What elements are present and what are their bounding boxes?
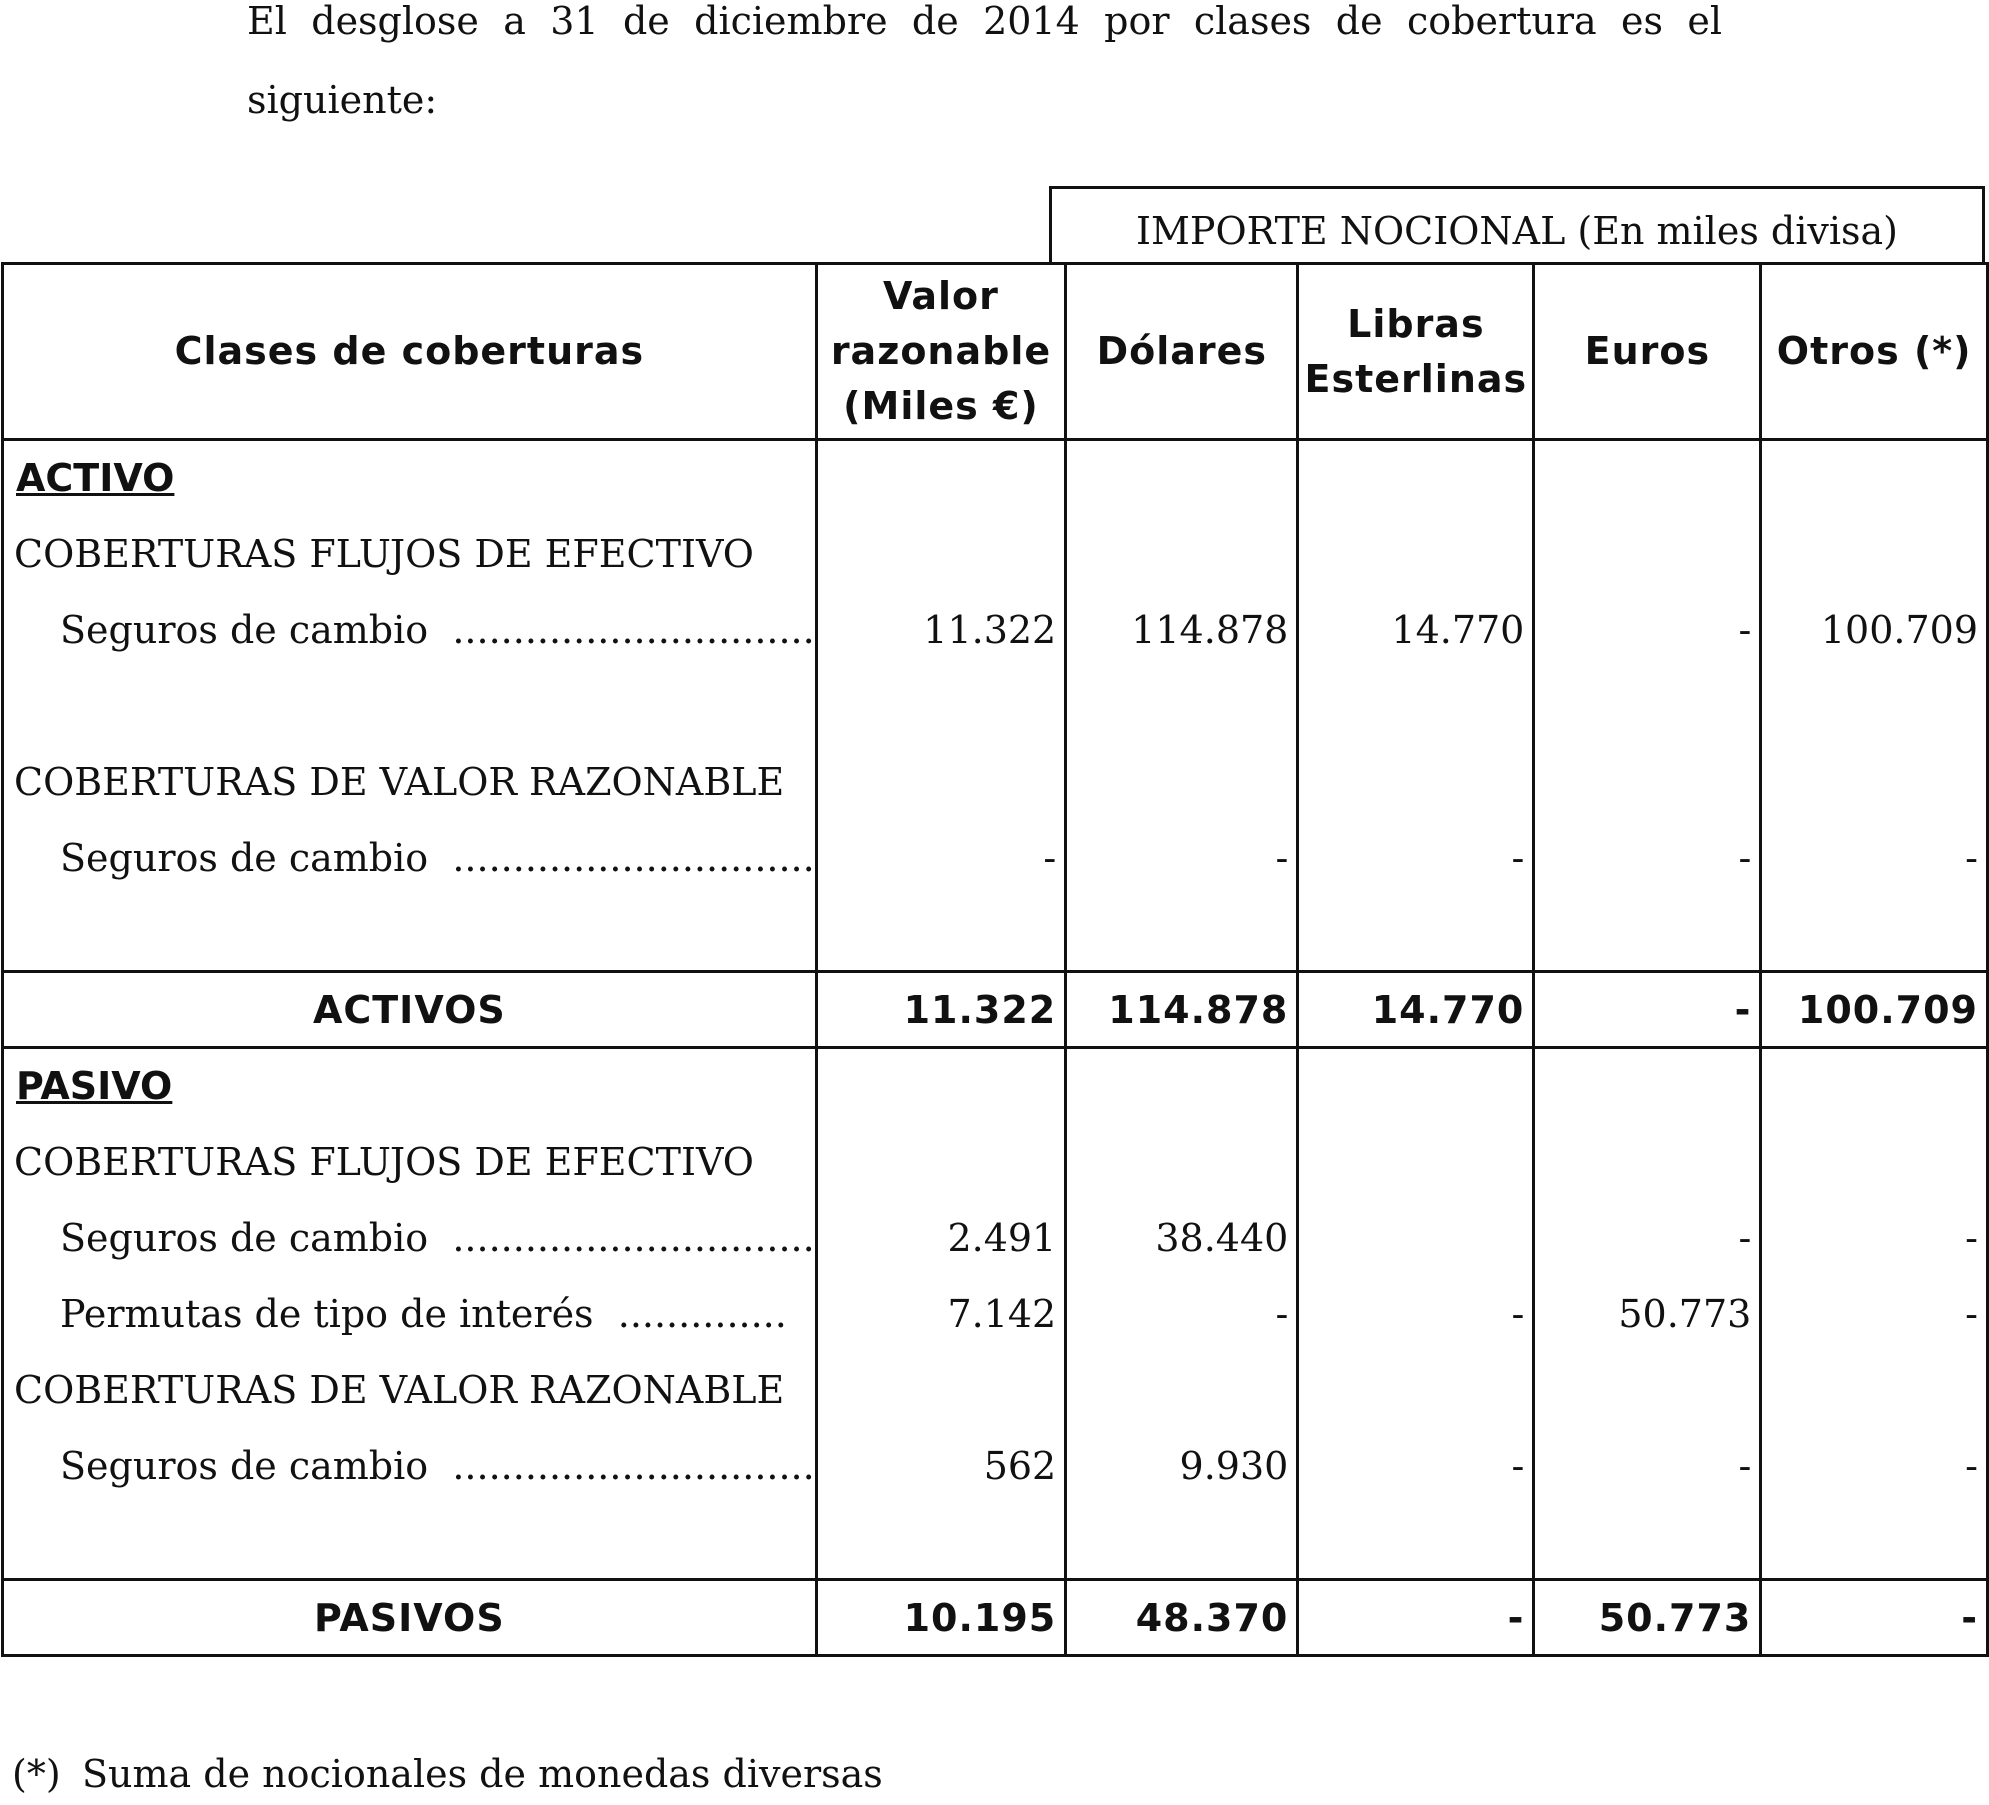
header-valor-razonable: [816, 264, 1066, 440]
total-dolares: 48.370: [1066, 1580, 1298, 1656]
total-otros: -: [1761, 1580, 1988, 1656]
table-row: [3, 820, 1988, 896]
total-label: ACTIVOS: [3, 972, 817, 1048]
cell-dolares: 114.878: [1066, 592, 1298, 668]
cell-valor: 562: [816, 1428, 1066, 1504]
row-label: Seguros de cambio ..............................: [3, 1200, 817, 1276]
header-euros: Euros: [1534, 264, 1761, 440]
header-row: [3, 264, 1988, 440]
header-libras: [1298, 264, 1534, 440]
header-libras-line1: Libras: [1347, 301, 1485, 346]
header-valor-line3: (Miles €): [843, 384, 1039, 428]
section-row-pasivo: [3, 1048, 1988, 1124]
cell-valor: -: [816, 820, 1066, 896]
subsection-title: COBERTURAS FLUJOS DE EFECTIVO: [3, 1124, 817, 1200]
total-label: PASIVOS: [3, 1580, 817, 1656]
header-valor-line1: Valor: [883, 274, 999, 318]
section-label-pasivo: PASIVO: [3, 1048, 817, 1124]
intro-line-1: El desglose a 31 de diciembre de 2014 por clases de cobertura es el: [247, 0, 1722, 43]
total-valor: 11.322: [816, 972, 1066, 1048]
hedge-table: [1, 262, 1989, 1657]
cell-otros: -: [1761, 1200, 1988, 1276]
table-row: [3, 1428, 1988, 1504]
total-dolares: 114.878: [1066, 972, 1298, 1048]
cell-libras: -: [1298, 1276, 1534, 1352]
cell-dolares: 9.930: [1066, 1428, 1298, 1504]
total-libras: 14.770: [1298, 972, 1534, 1048]
cell-euros: -: [1534, 1200, 1761, 1276]
cell-valor: 2.491: [816, 1200, 1066, 1276]
subsection-row: [3, 744, 1988, 820]
footnote-mark: (*): [12, 1752, 61, 1796]
row-label: Seguros de cambio ..............................: [3, 1428, 817, 1504]
subsection-row: [3, 516, 1988, 592]
cell-valor: 11.322: [816, 592, 1066, 668]
cell-libras: -: [1298, 1428, 1534, 1504]
section-row-activo: [3, 440, 1988, 516]
total-otros: 100.709: [1761, 972, 1988, 1048]
total-euros: 50.773: [1534, 1580, 1761, 1656]
section-label-activo: ACTIVO: [3, 440, 817, 516]
header-libras-line2: Esterlinas: [1304, 356, 1528, 401]
header-dolares: Dólares: [1066, 264, 1298, 440]
footnote-text: Suma de nocionales de monedas diversas: [82, 1752, 883, 1796]
cell-otros: -: [1761, 820, 1988, 896]
cell-dolares: -: [1066, 1276, 1298, 1352]
cell-libras: [1298, 1200, 1534, 1276]
subsection-row: [3, 1124, 1988, 1200]
cell-euros: 50.773: [1534, 1276, 1761, 1352]
header-valor-line2: razonable: [830, 329, 1052, 373]
subsection-title: COBERTURAS FLUJOS DE EFECTIVO: [3, 516, 817, 592]
spacer-row: [3, 1504, 1988, 1580]
header-clases: Clases de coberturas: [3, 264, 817, 440]
total-euros: -: [1534, 972, 1761, 1048]
header-otros: Otros (*): [1761, 264, 1988, 440]
total-libras: -: [1298, 1580, 1534, 1656]
subsection-title: COBERTURAS DE VALOR RAZONABLE: [3, 744, 817, 820]
intro-line-2: siguiente:: [247, 78, 438, 122]
cell-otros: -: [1761, 1276, 1988, 1352]
table-row: [3, 1200, 1988, 1276]
spacer-row: [3, 668, 1988, 744]
subsection-title: COBERTURAS DE VALOR RAZONABLE: [3, 1352, 817, 1428]
row-label: Permutas de tipo de interés ..............: [3, 1276, 817, 1352]
cell-valor: 7.142: [816, 1276, 1066, 1352]
table-row: [3, 1276, 1988, 1352]
cell-dolares: -: [1066, 820, 1298, 896]
intro-paragraph: [247, 0, 1722, 122]
row-label: Seguros de cambio ..............................: [3, 592, 817, 668]
spacer-row: [3, 896, 1988, 972]
cell-euros: -: [1534, 592, 1761, 668]
cell-otros: -: [1761, 1428, 1988, 1504]
notional-group-header: IMPORTE NOCIONAL (En miles divisa): [1049, 186, 1985, 264]
table-row: [3, 592, 1988, 668]
row-label: Seguros de cambio ..............................: [3, 820, 817, 896]
cell-libras: -: [1298, 820, 1534, 896]
total-valor: 10.195: [816, 1580, 1066, 1656]
cell-dolares: 38.440: [1066, 1200, 1298, 1276]
total-row-activos: [3, 972, 1988, 1048]
total-row-pasivos: [3, 1580, 1988, 1656]
footnote: [12, 1752, 883, 1796]
cell-otros: 100.709: [1761, 592, 1988, 668]
cell-libras: 14.770: [1298, 592, 1534, 668]
cell-euros: -: [1534, 820, 1761, 896]
subsection-row: [3, 1352, 1988, 1428]
cell-euros: -: [1534, 1428, 1761, 1504]
